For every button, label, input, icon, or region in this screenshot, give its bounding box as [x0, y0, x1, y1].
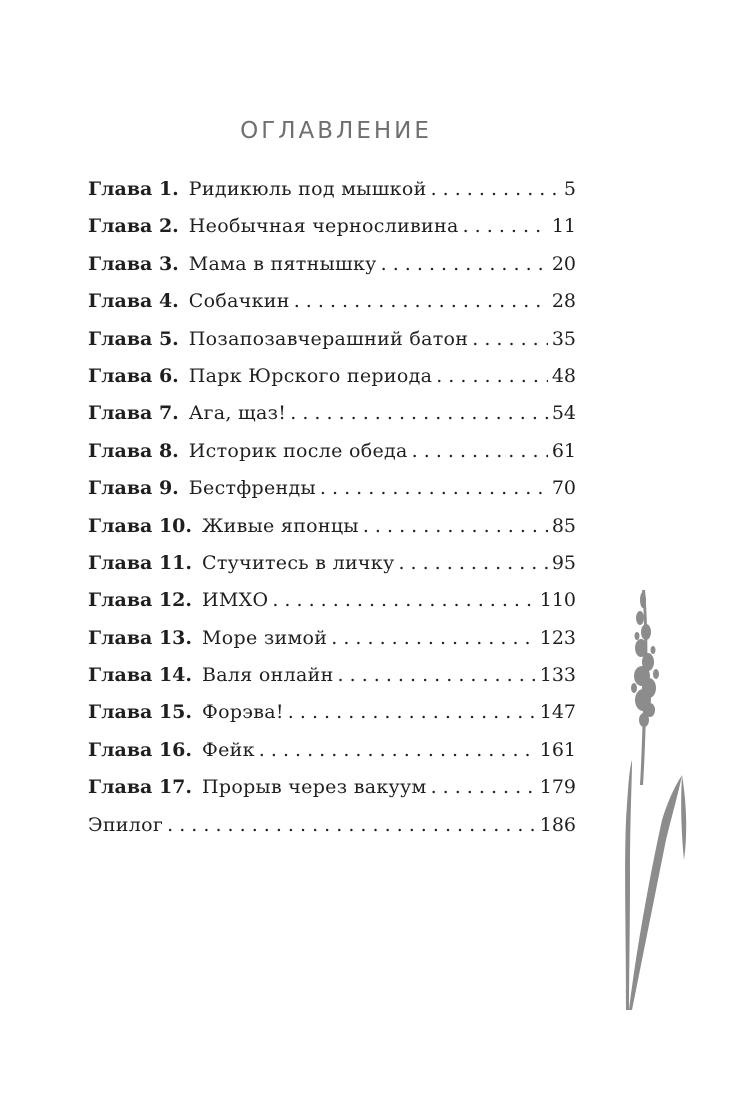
page-number: 186 [539, 813, 576, 836]
chapter-label: Глава 10. [88, 514, 193, 537]
toc-entry [88, 470, 576, 507]
page-number: 28 [551, 290, 576, 313]
chapter-label: Глава 5. [88, 327, 179, 350]
toc-entry-epilogue [88, 807, 576, 844]
chapter-label: Глава 15. [88, 701, 193, 724]
chapter-label: Глава 4. [88, 290, 179, 313]
chapter-label: Глава 6. [88, 364, 179, 387]
chapter-title: Ага, щаз! [188, 402, 287, 425]
chapter-title: Стучитесь в личку [202, 551, 395, 574]
toc-entry [88, 171, 576, 208]
chapter-title: Прорыв через вакуум [202, 776, 427, 799]
dot-leader [412, 433, 548, 470]
dot-leader [463, 208, 548, 245]
toc-entry [88, 283, 576, 320]
toc-entry [88, 433, 576, 470]
chapter-title: Ридикюль под мышкой [188, 178, 427, 200]
dot-leader [290, 395, 548, 432]
page-number: 133 [539, 664, 576, 687]
dot-leader [294, 283, 548, 320]
chapter-title: Море зимой [202, 626, 328, 649]
dot-leader [431, 769, 536, 806]
page-number: 123 [539, 626, 576, 649]
dot-leader [398, 545, 547, 582]
toc-entry [88, 358, 576, 395]
chapter-label: Глава 1. [88, 178, 179, 200]
page-number: 70 [551, 477, 576, 500]
toc-entry [88, 732, 576, 769]
dot-leader [272, 582, 535, 619]
dot-leader [320, 470, 548, 507]
chapter-title: Позапозавчерашний батон [188, 327, 469, 350]
toc-entry [88, 246, 576, 283]
dot-leader [288, 694, 536, 731]
chapter-label: Глава 9. [88, 477, 179, 500]
chapter-label: Глава 8. [88, 439, 179, 462]
chapter-title: Парк Юрского периода [188, 364, 433, 387]
toc-entry [88, 395, 576, 432]
toc-entry [88, 208, 576, 245]
chapter-label: Глава 2. [88, 215, 179, 238]
chapter-title: Валя онлайн [202, 664, 334, 687]
toc-entry [88, 321, 576, 358]
chapter-label: Глава 13. [88, 626, 193, 649]
chapter-label: Глава 11. [88, 551, 193, 574]
toc-list [88, 171, 576, 844]
toc-entry [88, 657, 576, 694]
dot-leader [167, 807, 536, 844]
page-number: 61 [551, 439, 576, 462]
chapter-label: Глава 17. [88, 776, 193, 799]
chapter-title: Бестфренды [188, 477, 316, 500]
chapter-title: Мама в пятнышку [188, 252, 377, 275]
chapter-title: Необычная черносливина [188, 215, 459, 238]
dot-leader [259, 732, 536, 769]
page-number: 11 [551, 215, 576, 238]
page-number: 161 [539, 738, 576, 761]
chapter-label: Глава 16. [88, 738, 193, 761]
toc-entry [88, 694, 576, 731]
chapter-label: Глава 3. [88, 252, 179, 275]
toc-entry [88, 620, 576, 657]
chapter-label: Глава 14. [88, 664, 193, 687]
dot-leader [436, 358, 548, 395]
toc-entry [88, 545, 576, 582]
dot-leader [331, 620, 535, 657]
dot-leader [381, 246, 548, 283]
chapter-label: Глава 7. [88, 402, 179, 425]
dot-leader [431, 171, 560, 208]
grass-stalk-icon [596, 570, 716, 1020]
page-number: 35 [551, 327, 576, 350]
page-number: 54 [551, 402, 576, 425]
toc-entry [88, 769, 576, 806]
page-number: 147 [539, 701, 576, 724]
page-number: 48 [551, 364, 576, 387]
page-number: 95 [551, 551, 576, 574]
chapter-title: Историк после обеда [188, 439, 408, 462]
chapter-title: ИМХО [202, 589, 269, 612]
page-title: ОГЛАВЛЕНИЕ [240, 118, 432, 144]
page-number: 110 [539, 589, 576, 612]
toc-entry [88, 508, 576, 545]
chapter-label: Глава 12. [88, 589, 193, 612]
chapter-title: Форэва! [202, 701, 284, 724]
dot-leader [363, 508, 548, 545]
toc-entry [88, 582, 576, 619]
page-number: 5 [563, 178, 576, 200]
chapter-title: Живые японцы [202, 514, 359, 537]
page-number: 20 [551, 252, 576, 275]
page-number: 85 [551, 514, 576, 537]
chapter-title: Собачкин [188, 290, 290, 313]
dot-leader [338, 657, 536, 694]
page-number: 179 [539, 776, 576, 799]
dot-leader [472, 321, 548, 358]
chapter-title: Фейк [202, 738, 255, 761]
epilogue-title: Эпилог [88, 813, 164, 836]
